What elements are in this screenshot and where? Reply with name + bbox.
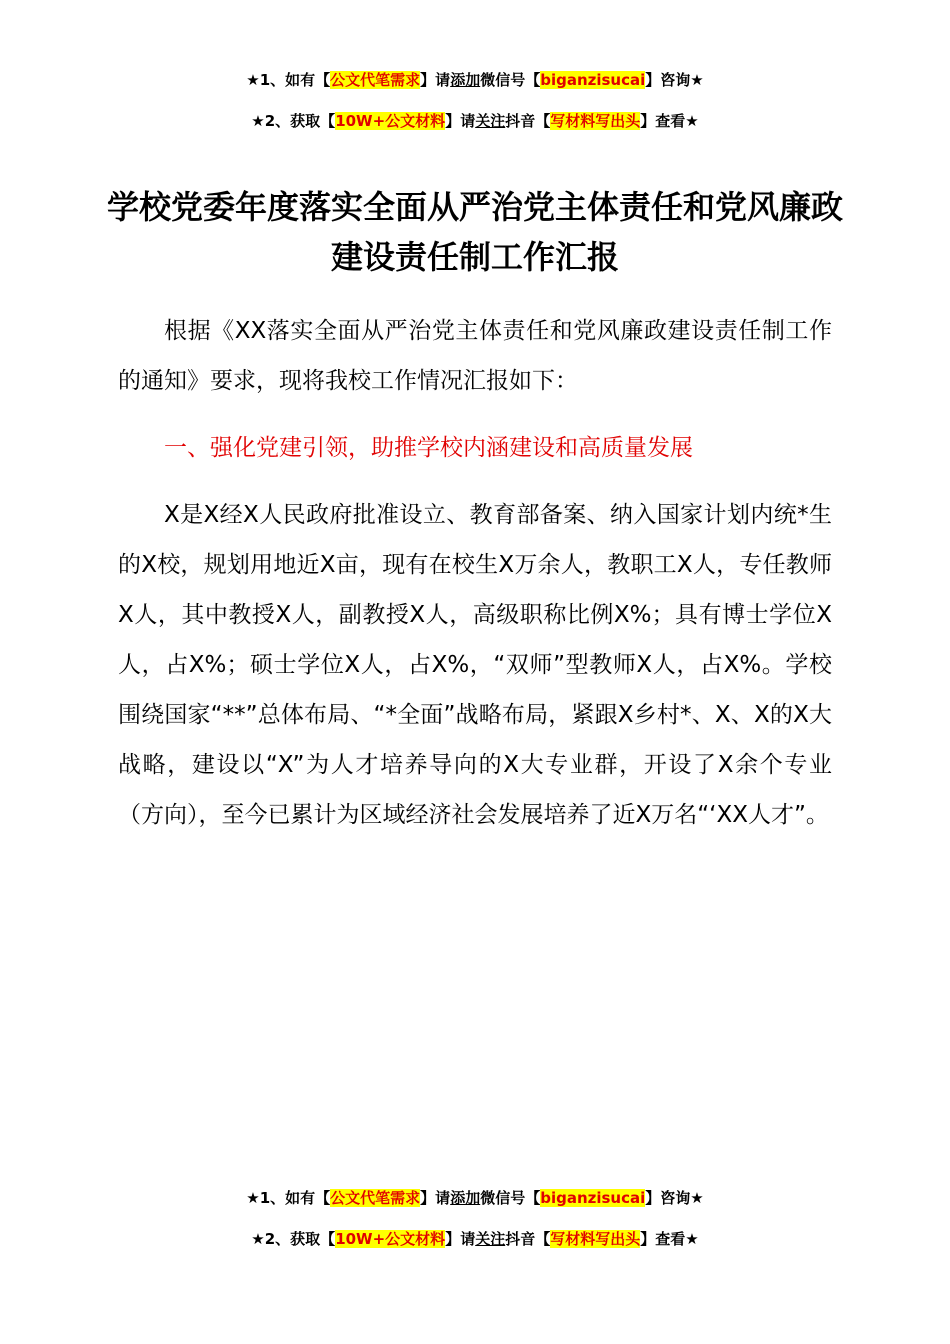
- banner-text: 】请: [445, 1230, 476, 1248]
- banner-highlight-materials: 10W+公文材料: [335, 1230, 446, 1248]
- section-1-heading: 一、强化党建引领，助推学校内涵建设和高质量发展: [164, 435, 693, 461]
- banner-text: ★1、如有【: [246, 71, 331, 89]
- banner-text: 】请: [420, 1189, 451, 1207]
- banner-text: 抖音【: [505, 112, 551, 130]
- banner-text: 】查看★: [640, 1230, 699, 1248]
- banner-text: 微信号【: [480, 71, 541, 89]
- intro-paragraph: 根据《XX落实全面从严治党主体责任和党风廉政建设责任制工作的通知》要求，现将我校工作情况汇报如下：: [118, 318, 832, 394]
- banner-text: 】请: [445, 112, 476, 130]
- top-banner-line-2: [0, 110, 950, 132]
- banner-underlined-text: 关注: [475, 1230, 506, 1248]
- banner-text: 】请: [420, 71, 451, 89]
- banner-highlight-service: 公文代笔需求: [330, 1189, 421, 1207]
- document-title: 学校党委年度落实全面从严治党主体责任和党风廉政建设责任制工作汇报: [106, 188, 843, 276]
- section-1-body: X是X经X人民政府批准设立、教育部备案、纳入国家计划内统*生的X校，规划用地近X亩，现有在校生X万余人，教职工X人，专任教师X人，其中教授X人，副教授X人，高级职称比例X%；具有博士学位X人，占X%；硕士学位X人，占X%，“双师”型教师X人，占X%。学校围绕国家“**”总体布局、“*全面”战略布局，紧跟X乡村*、X、X的X大战略，建设以“X”为人才培养导向的X大专业群，开设了X余个专业（方向），至今已累计为区域经济社会发展培养了近X万名“‘XX人才”。: [118, 502, 832, 828]
- banner-highlight-wechat-id: biganzisucai: [540, 71, 646, 89]
- banner-text: 】咨询★: [645, 71, 704, 89]
- banner-underlined-text: 添加: [450, 71, 481, 89]
- banner-text: 】查看★: [640, 112, 699, 130]
- banner-text: 抖音【: [505, 1230, 551, 1248]
- bottom-banner-line-1: [0, 1187, 950, 1209]
- banner-text: 微信号【: [480, 1189, 541, 1207]
- banner-text: ★1、如有【: [246, 1189, 331, 1207]
- banner-highlight-douyin-id: 写材料写出头: [550, 1230, 641, 1248]
- banner-text: ★2、获取【: [251, 112, 336, 130]
- top-banner-line-1: [0, 69, 950, 91]
- banner-underlined-text: 关注: [475, 112, 506, 130]
- bottom-banner-line-2: [0, 1228, 950, 1250]
- banner-highlight-wechat-id: biganzisucai: [540, 1189, 646, 1207]
- banner-underlined-text: 添加: [450, 1189, 481, 1207]
- banner-highlight-douyin-id: 写材料写出头: [550, 112, 641, 130]
- banner-highlight-materials: 10W+公文材料: [335, 112, 446, 130]
- banner-text: ★2、获取【: [251, 1230, 336, 1248]
- banner-highlight-service: 公文代笔需求: [330, 71, 421, 89]
- banner-text: 】咨询★: [645, 1189, 704, 1207]
